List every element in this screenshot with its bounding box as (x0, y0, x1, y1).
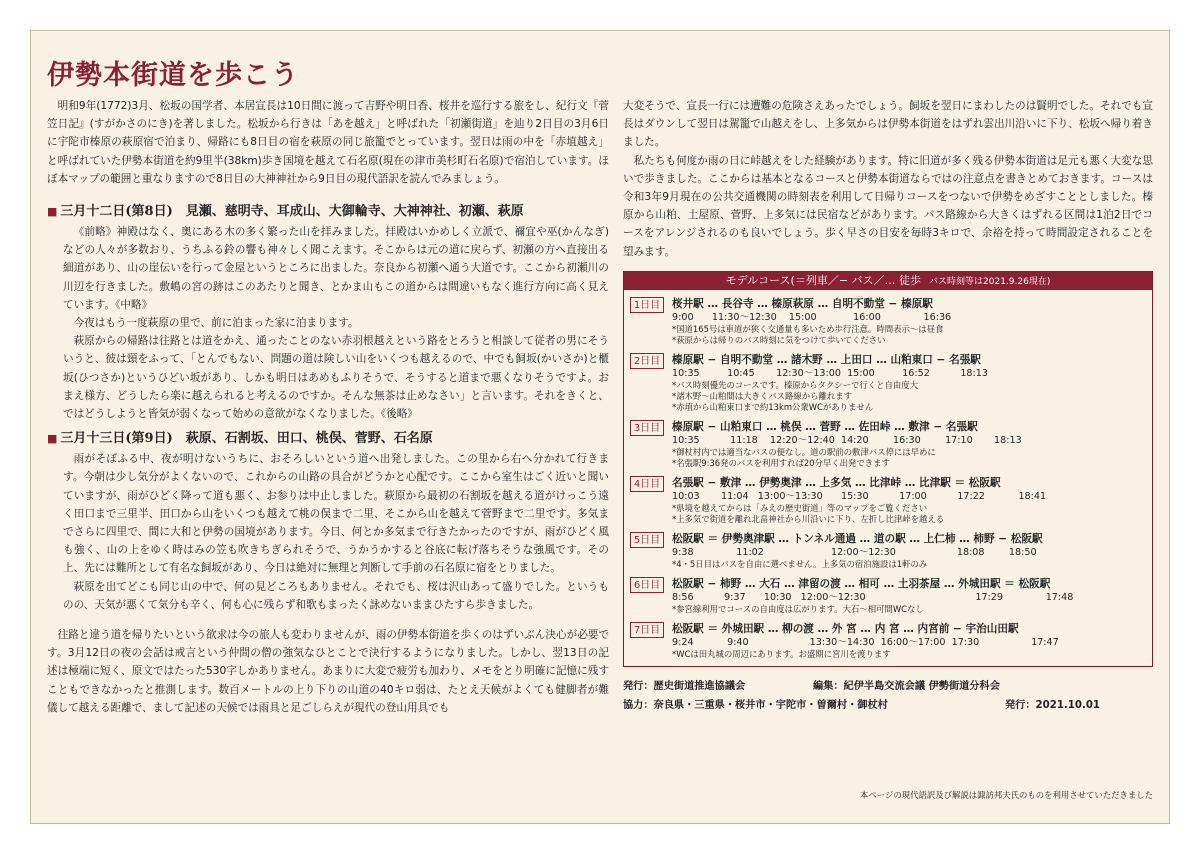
day-times: 9:38 11:02 12:00〜12:30 18:08 18:50 (672, 546, 1037, 558)
editor: 編集：紀伊半島交流会議 伊勢街道分科会 (813, 680, 1000, 692)
model-course-header (624, 272, 1152, 290)
page (30, 30, 1170, 824)
day-route: 榛原駅 − 自明不動堂 … 諸木野 … 上田口 … 山粕東口 − 名張駅 (672, 353, 981, 366)
right-paragraph-2: 私たちも何度か雨の日に峠越えをした経験があります。特に旧道が多く残る伊勢本街道は足元も悪く大変な思いで歩きました。ここからは基本となるコースと伊勢本街道ならではの注意点を書きとめておきます。コースは令和3年9月現在の公共交通機関の時刻表を利用して日帰りコースをつないで伊勢をめざすこととしました。榛原から山粕、土屋原、菅野、上多気には民宿などがあります。バス路線から大きくはずれる区間は1泊2日でコースをアレンジされるのも良いでしょう。歩く早さの目安を毎時3キロで、余裕を持って時間設定されることを望みます。 (623, 154, 1153, 258)
day-note: *上多気で街道を離れ北畠神社から川沿いに下り、左折し比津峠を越える (672, 513, 945, 524)
day-route: 名張駅 − 敷津 … 伊勢奥津 … 上多気 … 比津峠 … 比津駅 ＝ 松阪駅 (672, 476, 1001, 489)
cooperation: 協力：奈良県・三重県・桜井市・宇陀市・曽爾村・御杖村 (623, 699, 888, 711)
publish-date: 発行：2021.10.01 (1005, 699, 1101, 711)
day-row (624, 352, 1152, 413)
model-course-title: モデルコース(＝列車／− バス／… 徒歩 (725, 273, 922, 287)
day-note: *諸木野〜山粕間は大きくバス路線から離れます (672, 390, 853, 401)
day-row (624, 296, 1152, 346)
section2-heading-text: 三月十三日(第9日) 萩原、石割坂、田口、桃俣、菅野、石名原 (60, 431, 433, 447)
section2-heading (47, 427, 609, 446)
day-body (672, 419, 1146, 469)
square-bullet-icon: ■ (47, 432, 58, 446)
day-tag: 6日目 (630, 577, 664, 593)
day-tag: 4日目 (630, 476, 664, 492)
day-times: 10:35 10:45 12:30〜13:00 15:00 16:52 18:13 (672, 367, 988, 379)
right-column (623, 97, 1153, 715)
day-times: 10:03 11:04 13:00〜13:30 15:30 17:00 17:22 18:41 (672, 490, 1047, 502)
day-note: *WCは田丸城の周辺にあります。お盛期に宮川を渡ります (672, 648, 891, 659)
section2-paragraph: 雨がそぼふる中、夜が明けないうちに、おそろしいという道へ出発しました。この里から右へ分かれて行きます。今朝は少し気分がよくないので、これからの山路の具合がどうかと心配です。ここから室生はごく近いと聞いていますが、雨がひどく降って道も悪く、お参りは中止しました。萩原から最初の石割坂を越える道がけっこう遠く田口まで三里半、田口から山をいくつも越えて桃の俣まで二里、そこから山を越えて菅野まで二里です。多気までさらに四里で、間に大和と伊勢の国境があります。今日、何とか多気まで行きたかったのですが、雨がひどく風も強く、山の上をゆく時はみの笠も吹きちぎられそうで、うかうかすると谷底に転げ落ちそうな強風です。その上、先には難所として有名な飼坂があり、今日は絶対に無理と判断して手前の石名原に宿をとりました。 (63, 453, 609, 575)
day-tag: 5日目 (630, 532, 664, 548)
footnote: 本ページの現代語訳及び解説は諏訪邦夫氏のものを利用させていただきました (860, 790, 1153, 800)
day-times: 9:00 11:30〜12:30 15:00 16:00 16:36 (672, 311, 952, 323)
day-note: *4・5日目はバスを自由に選べません。上多気の宿泊施設は1軒のみ (672, 558, 928, 569)
model-course-box (623, 271, 1153, 667)
day-body (672, 296, 1146, 346)
section2-body (47, 450, 609, 614)
day-body (672, 531, 1146, 570)
closing-paragraph: 往路と違う道を帰りたいという欲求は今の旅人も変わりませんが、雨の伊勢本街道を歩くのはずいぶん決心が必要です。3月12日の夜の会話は戒言という仲間の僧の強気なひとことで決行するようになりました。しかし、翌13日の記述は極端に短く、原文ではたった530字しかありません。あまりに大変で疲労も加わり、メモをとり明確に記憶に残すこともできなかったと推測します。数百メートルの上り下りの山道の40キロ弱は、たとえ天候がよくても健脚者が難儀して越える距離で、まして記述の天候では雨具と足ごしらえが現代の登山用具でも (47, 629, 609, 714)
day-note: *御杖村内では適当なバスの便なし。道の駅前の敷津バス停には早めに (672, 446, 936, 457)
day-note: *赤埴から山粕東口まで約13km公衆WCがありません (672, 401, 874, 412)
day-tag: 1日目 (630, 297, 664, 313)
day-row (624, 419, 1152, 469)
day-note: *萩原からは帰りのバス時刻に気をつけて歩いてください (672, 334, 886, 345)
section1-paragraph: 萩原からの帰路は往路とは道をかえ、通ったことのない赤羽根越えという路をとろうと相談して従者の男にそういうと、彼は頸をふって、「とんでもない、問題の道は険しい山をいくつも越えるので、中でも飼坂(かいさか)と櫃坂(ひつさか)というひどい坂があり、しかも明日はあめもふりそうで、そうすると道まで悪くなりそうですよ。おまえ様方、どうしたら楽に越えられると考えるのですか。そんな無茶は止めなさい」と言います。それをきくと、ではどうしようと皆気が弱くなって始めの意欲がなくなりました。《後略》 (63, 335, 609, 421)
day-note: *国道165号は車道が狭く交通量も多いため歩行注意。時間表示〜は昼食 (672, 323, 944, 334)
day-times: 10:35 11:18 12:20〜12:40 14:20 16:30 17:10 18:13 (672, 434, 1022, 446)
section1-paragraph: 今夜はもう一度萩原の里で、前に泊まった家に泊まります。 (73, 317, 359, 330)
day-row (624, 531, 1152, 570)
day-route: 松阪駅 ＝ 伊勢奥津駅 … トンネル通過 … 道の駅 … 上仁柿 … 柿野 − 松阪駅 (672, 532, 1043, 545)
section2-paragraph: 萩原を出てどこも同じ山の中で、何の見どころもありません。それでも、桜は沢山あって盛りでした。というものの、天気が悪くて気分も辛く、何も心に残らず和歌もまったく詠めないままひたすら歩きました。 (63, 580, 609, 611)
day-tag: 7日目 (630, 622, 664, 638)
right-paragraph-1: 大変そうで、宣長一行には遭難の危険さえあったでしょう。飼坂を翌日にまわしたのは賢明でした。それでも宣長はダウンして翌日は駕籠で山越えをし、上多気からは伊勢本街道をはずれ雲出川沿いに下り、松坂へ帰り着きました。 (623, 100, 1153, 149)
model-course-note: バス時刻等は2021.9.26現在) (929, 276, 1051, 287)
section1-body (47, 223, 609, 423)
day-body (672, 621, 1146, 660)
section1-paragraph: 《前略》神殿はなく、奥にある木の多く繁った山を拝みました。拝殿はいかめしく立派で、禰宜や巫(かんなぎ)などの人々が多数おり、うちふる鈴の響も神々しく聞こえます。そこからは元の道に戻らず、初瀬の方へ直接出る細道があり、山の崖伝いを行って金屋というところに出ました。奈良から初瀬へ通う大道です。ここから初瀬川の川辺を行きました。敷嶋の宮の跡はこのあたりと聞き、とかま山もこの道からは間違いもなく進行方向に高く見えています。《中略》 (63, 226, 609, 311)
day-route: 松阪駅 − 柿野 … 大石 … 津留の渡 … 相可 … 土羽茶屋 … 外城田駅 ＝ 松阪駅 (672, 577, 1051, 590)
day-note: *バス時刻優先のコースです。榛原からタクシーで行くと自由度大 (672, 379, 918, 390)
section1-heading (47, 200, 609, 219)
day-route: 榛原駅 − 山粕東口 … 桃俣 … 菅野 … 佐田峠 … 敷津 − 名張駅 (672, 420, 978, 433)
day-times: 9:24 9:40 13:30〜14:30 16:00〜17:00 17:30 17:47 (672, 636, 1059, 648)
day-body (672, 576, 1146, 615)
day-tag: 3日目 (630, 420, 664, 436)
left-column (47, 97, 609, 717)
intro-paragraph: 明和9年(1772)3月、松坂の国学者、本居宣長は10日間に渡って吉野や明日香、桜井を巡行する旅をし、紀行文『菅笠日記』(すがかさのにき)を著しました。松坂から行きは「あを越え」と呼ばれた「初瀬街道」を辿り2日目の3月6日に宇陀市榛原の萩原宿で泊まり、帰路にも8日目の宿を萩原の同じ旅籠でとっています。翌日は雨の中を「赤埴越え」と呼ばれていた伊勢本街道を約9里半(38km)歩き国境を越えて石名原(現在の津市美杉町石名原)で宿泊しています。ほぼ本マップの範囲と重なりますので8日目の大神神社から9日目の現代語訳を読んでみましょう。 (47, 100, 609, 185)
page-title: 伊勢本街道を歩こう (47, 60, 299, 91)
day-route: 桜井駅 … 長谷寺 … 榛原萩原 … 自明不動堂 − 榛原駅 (672, 297, 933, 310)
day-body (672, 352, 1146, 413)
day-row (624, 576, 1152, 615)
day-tag: 2日目 (630, 353, 664, 369)
day-body (672, 475, 1146, 525)
publisher: 発行：歴史街道推進協議会 (623, 680, 746, 692)
day-times: 8:56 9:37 10:30 12:00〜12:30 17:29 17:48 (672, 591, 1074, 603)
credits (623, 677, 1153, 715)
day-list (624, 296, 1152, 666)
square-bullet-icon: ■ (47, 205, 58, 219)
day-row (624, 621, 1152, 660)
section1-heading-text: 三月十二日(第8日) 見瀬、慈明寺、耳成山、大御輪寺、大神神社、初瀬、萩原 (60, 204, 524, 220)
day-note: *名張駅9:36発のバスを利用すれば20分早く出発できます (672, 457, 890, 468)
day-note: *参宮線利用でコースの自由度は広がります。大石〜相可間WCなし (672, 603, 924, 614)
day-route: 松阪駅 ＝ 外城田駅 … 柳の渡 … 外 宮 … 内 宮 … 内宮前 − 宇治山田駅 (672, 622, 1019, 635)
day-note: *県境を越えてからは「みえの歴史街道」等のマップをご覧ください (672, 502, 928, 513)
day-row (624, 475, 1152, 525)
